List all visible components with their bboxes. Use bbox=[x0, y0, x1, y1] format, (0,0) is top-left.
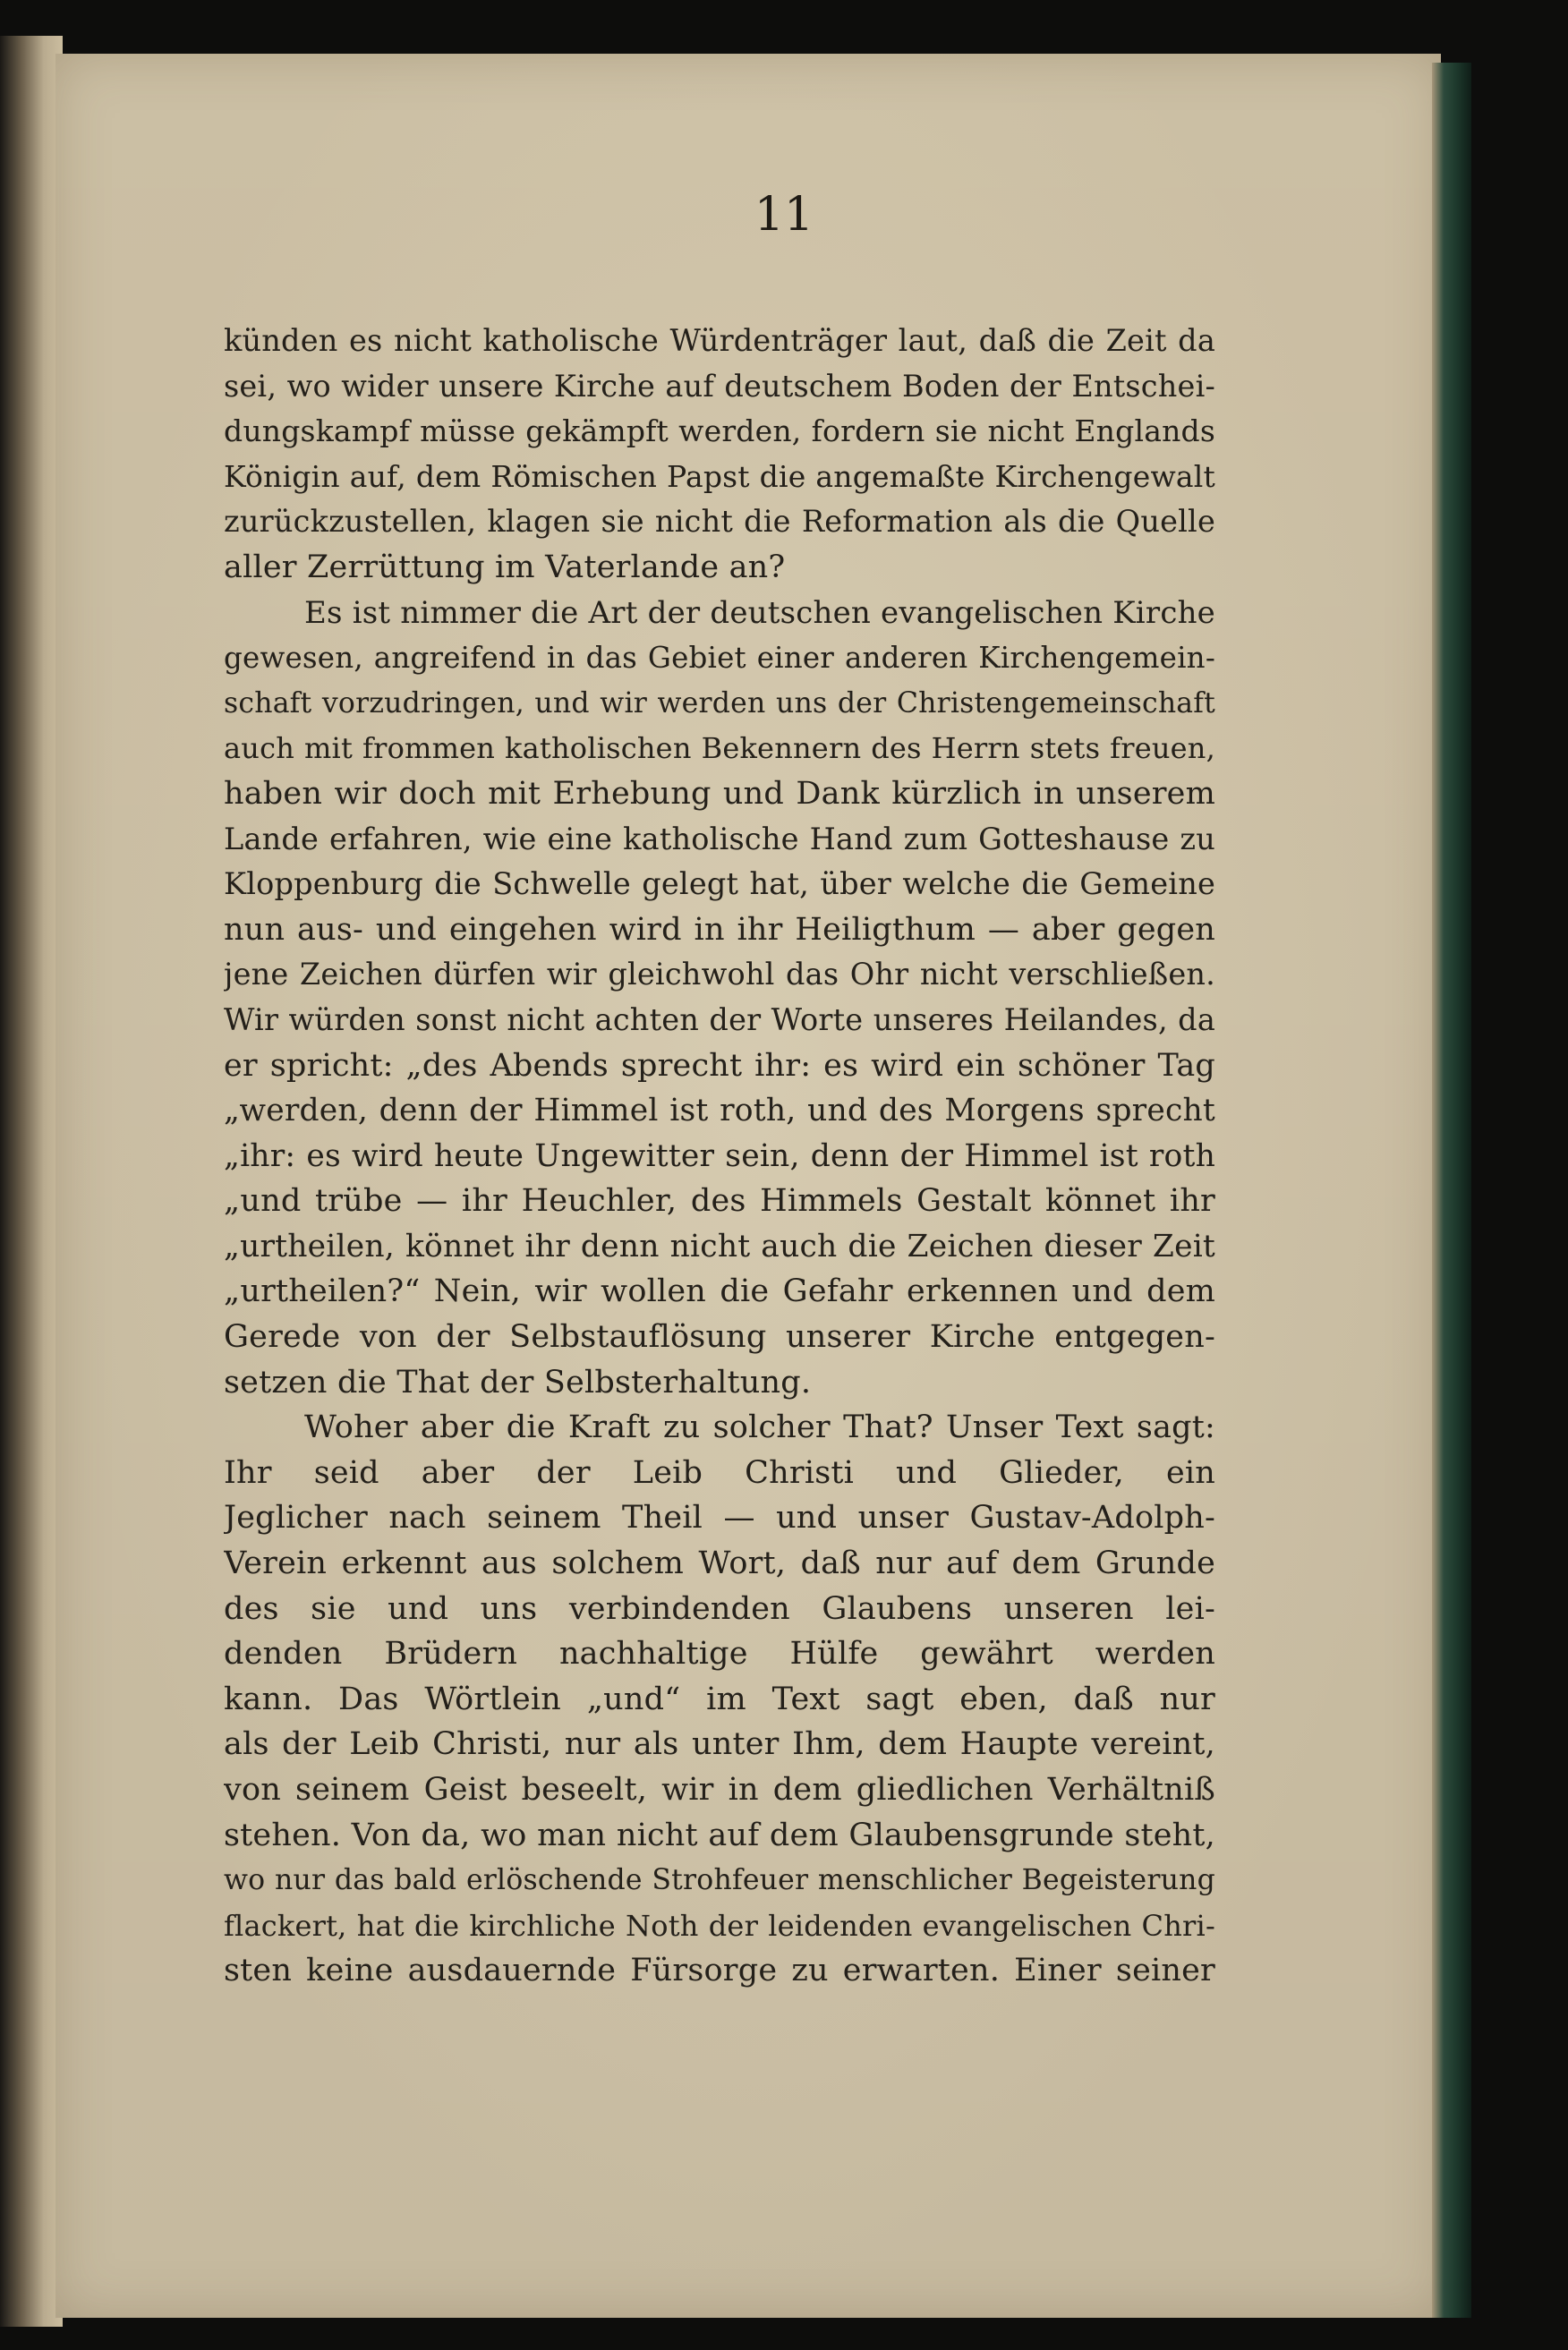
text-line: künden es nicht katholische Würdenträger laut, daß die Zeit da bbox=[224, 323, 1215, 358]
text-line: haben wir doch mit Erhebung und Dank kürzlich in unserem bbox=[224, 775, 1215, 812]
text-line: „urtheilen, könnet ihr denn nicht auch die Zeichen dieser Zeit bbox=[224, 1228, 1215, 1264]
book-spine bbox=[1432, 63, 1471, 2318]
book-left-edge bbox=[0, 36, 63, 2327]
text-line: des sie und uns verbindenden Glaubens unseren lei- bbox=[224, 1590, 1215, 1627]
text-line: setzen die That der Selbsterhaltung. bbox=[224, 1364, 812, 1401]
text-line: Woher aber die Kraft zu solcher That? Unser Text sagt: bbox=[304, 1409, 1215, 1446]
text-line: Es ist nimmer die Art der deutschen evangelischen Kirche bbox=[304, 594, 1215, 631]
text-line: jene Zeichen dürfen wir gleichwohl das Ohr nicht verschließen. bbox=[224, 957, 1215, 992]
text-line: er spricht: „des Abends sprecht ihr: es wird ein schöner Tag bbox=[224, 1047, 1215, 1084]
text-line: schaft vorzudringen, und wir werden uns der Christengemeinschaft bbox=[224, 686, 1215, 719]
text-line: flackert, hat die kirchliche Noth der leidenden evangelischen Chri- bbox=[224, 1908, 1215, 1943]
text-line: Lande erfahren, wie eine katholische Hand zum Gotteshause zu bbox=[224, 821, 1215, 856]
text-line: wo nur das bald erlöschende Strohfeuer menschlicher Begeisterung bbox=[224, 1864, 1215, 1897]
text-line: Gerede von der Selbstauflösung unserer Kirche entgegen- bbox=[224, 1319, 1215, 1356]
text-line: von seinem Geist beseelt, wir in dem gliedlichen Verhältniß bbox=[224, 1772, 1215, 1808]
text-line: Verein erkennt aus solchem Wort, daß nur auf dem Grunde bbox=[224, 1545, 1215, 1582]
text-line: als der Leib Christi, nur als unter Ihm, dem Haupte vereint, bbox=[224, 1726, 1215, 1763]
text-line: dungskampf müsse gekämpft werden, fordern sie nicht Englands bbox=[224, 413, 1215, 449]
text-line: sei, wo wider unsere Kirche auf deutschem Boden der Entschei- bbox=[224, 368, 1215, 404]
text-line: auch mit frommen katholischen Bekennern des Herrn stets freuen, bbox=[224, 731, 1215, 766]
text-line: zurückzustellen, klagen sie nicht die Reformation als die Quelle bbox=[224, 504, 1215, 540]
text-line: „ihr: es wird heute Ungewitter sein, denn der Himmel ist roth bbox=[224, 1137, 1215, 1174]
text-line: nun aus- und eingehen wird in ihr Heiligthum — aber gegen bbox=[224, 911, 1215, 948]
text-line: „werden, denn der Himmel ist roth, und des Morgens sprecht bbox=[224, 1093, 1215, 1129]
text-line: „urtheilen?“ Nein, wir wollen die Gefahr erkennen und dem bbox=[224, 1273, 1215, 1310]
text-line: „und trübe — ihr Heuchler, des Himmels Gestalt könnet ihr bbox=[224, 1183, 1215, 1220]
body-text bbox=[224, 319, 1215, 1994]
page-number: 11 bbox=[754, 188, 814, 242]
text-line: Königin auf, dem Römischen Papst die angemaßte Kirchengewalt bbox=[224, 458, 1215, 494]
text-line: kann. Das Wörtlein „und“ im Text sagt eben, daß nur bbox=[224, 1681, 1215, 1717]
text-line: denden Brüdern nachhaltige Hülfe gewährt werden bbox=[224, 1636, 1215, 1673]
text-line: stehen. Von da, wo man nicht auf dem Glaubensgrunde steht, bbox=[224, 1817, 1215, 1853]
text-line: Jeglicher nach seinem Theil — und unser Gustav-Adolph- bbox=[224, 1500, 1215, 1537]
text-line: Wir würden sonst nicht achten der Worte unseres Heilandes, da bbox=[224, 1001, 1215, 1037]
text-line: Ihr seid aber der Leib Christi und Glieder, ein bbox=[224, 1454, 1215, 1491]
text-line: Kloppenburg die Schwelle gelegt hat, über welche die Gemeine bbox=[224, 866, 1215, 902]
text-line: gewesen, angreifend in das Gebiet einer anderen Kirchengemein- bbox=[224, 641, 1215, 676]
text-line: sten keine ausdauernde Fürsorge zu erwarten. Einer seiner bbox=[224, 1953, 1215, 1989]
text-line: aller Zerrüttung im Vaterlande an? bbox=[224, 549, 786, 585]
